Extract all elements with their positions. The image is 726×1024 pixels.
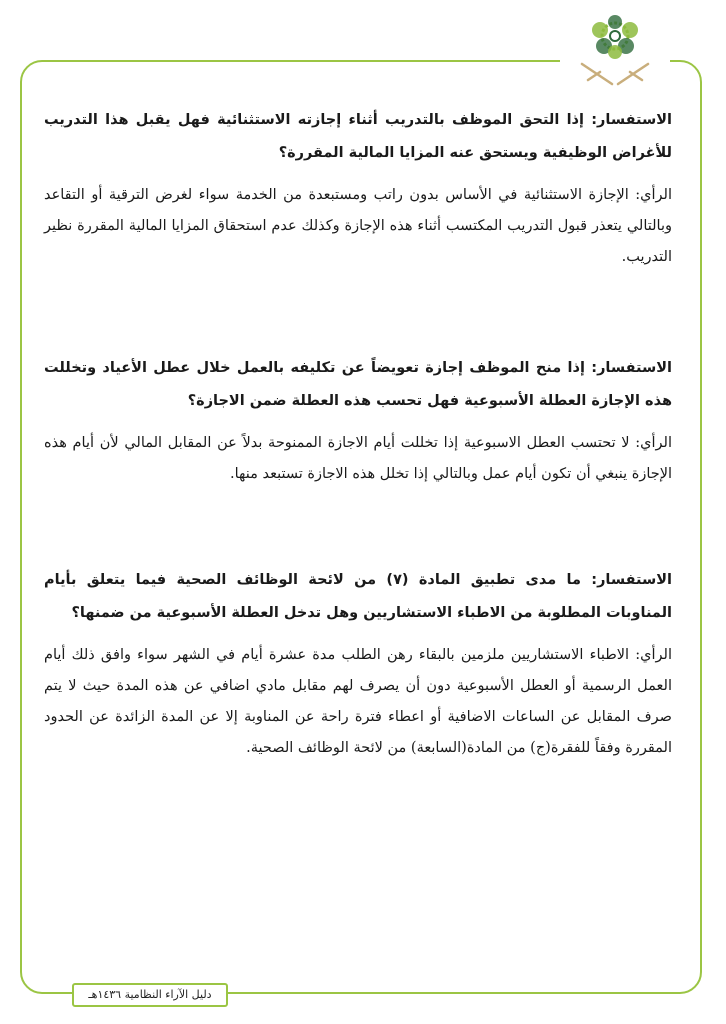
answer-label: الرأي: [635,647,672,663]
main-content [44,104,672,764]
question-label: الاستفسار: [591,360,672,376]
question-text: إذا التحق الموظف بالتدريب أثناء إجازته الاستثنائية فهل يقبل هذا التدريب للأغراض الوظيفية ويستحق عنه المزايا المالية المقررة؟ [44,112,672,161]
question-label: الاستفسار: [591,112,672,128]
question-label: الاستفسار: [591,572,672,588]
qa-item-1 [44,104,672,352]
logo-swords [582,64,648,84]
question-2 [44,352,672,418]
answer-text: الاطباء الاستشاريين ملزمين بالبقاء رهن الطلب مدة عشرة أيام في الشهر سواء وافق ذلك أيام العمل الرسمية أو العطل الأسبوعية دون أن يصرف لهم مقابل مادي اضافي عن هذه المدة حيث لا يتم صرف المقابل عن الساعات الاضافية أو اعطاء فترة راحة عن المناوبة إلا عن المدة الزائدة عن الحدود المقررة وفقاً للفقرة(ج) من المادة(السابعة) من لائحة الوظائف الصحية. [44,647,672,756]
answer-2 [44,428,672,490]
answer-3 [44,640,672,764]
logo-emblem [592,15,638,59]
footer-document-title: دليل الآراء النظامية ١٤٣٦هـ [72,983,228,1007]
ministry-logo [560,6,670,92]
answer-text: الإجازة الاستثنائية في الأساس بدون راتب ومستبعدة من الخدمة سواء لغرض الترقية أو التقاعد وبالتالي يتعذر قبول التدريب المكتسب أثناء هذه الإجازة وكذلك عدم استحقاق المزايا المالية المقررة نظير التدريب. [44,187,672,265]
qa-item-3 [44,564,672,764]
question-1 [44,104,672,170]
answer-text: لا تحتسب العطل الاسبوعية إذا تخللت أيام الاجازة الممنوحة بدلاً عن المقابل المالي لأن أيام هذه الإجازة ينبغي أن تكون أيام عمل وبالتالي إذا تخلل هذه الاجازة تستبعد منها. [44,435,672,482]
answer-label: الرأي: [635,435,672,451]
answer-1 [44,180,672,273]
question-text: ما مدى تطبيق المادة (٧) من لائحة الوظائف الصحية فيما يتعلق بأيام المناوبات المطلوبة من الاطباء الاستشاريين وهل تدخل العطلة الأسبوعية من ضمنها؟ [44,572,672,621]
qa-item-2 [44,352,672,564]
question-3 [44,564,672,630]
answer-label: الرأي: [635,187,673,203]
question-text: إذا منح الموظف إجازة تعويضاً عن تكليفه بالعمل خلال عطل الأعياد وتخللت هذه الإجازة العطلة الأسبوعية فهل تحسب هذه العطلة ضمن الاجازة؟ [44,360,672,409]
